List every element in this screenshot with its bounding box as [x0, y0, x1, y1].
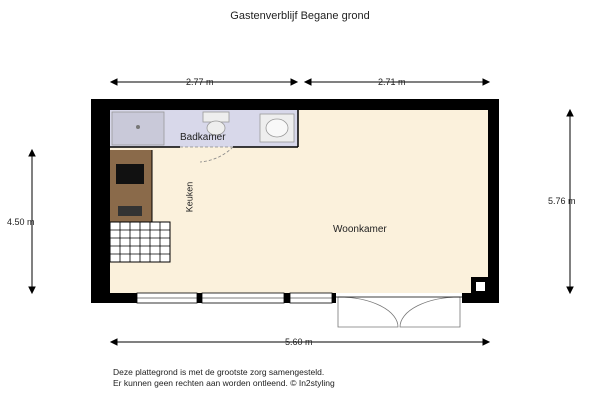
column-inner: [476, 282, 485, 291]
dim-label-left: 4.50 m: [7, 217, 35, 227]
dim-label-top-left: 2.77 m: [186, 77, 214, 87]
dim-arrow: [305, 79, 311, 85]
dim-arrow: [291, 79, 297, 85]
dim-arrow: [111, 79, 117, 85]
page-title: Gastenverblijf Begane grond: [230, 10, 370, 22]
stove-icon: [116, 164, 144, 184]
dim-label-right: 5.76 m: [548, 196, 576, 206]
shower-drain-icon: [136, 125, 140, 129]
left-wall-segment: [91, 262, 110, 293]
room-label-keuken: Keuken: [184, 181, 195, 213]
dim-label-top-right: 2.71 m: [378, 77, 406, 87]
disclaimer-line-1: Deze plattegrond is met de grootste zorg samengesteld.: [113, 367, 325, 377]
dim-label-bottom: 5.60 m: [285, 337, 313, 347]
room-label-badkamer: Badkamer: [180, 132, 226, 143]
disclaimer: [113, 367, 335, 389]
dim-arrow: [567, 110, 573, 116]
kitchen-sink-icon: [118, 206, 142, 216]
room-label-woonkamer: Woonkamer: [333, 224, 387, 235]
dim-arrow: [567, 287, 573, 293]
disclaimer-line-2: Er kunnen geen rechten aan worden ontleend. © In2styling: [113, 378, 335, 388]
dim-arrow: [29, 150, 35, 156]
sink-basin-icon: [266, 119, 288, 137]
dim-arrow: [111, 339, 117, 345]
dim-arrow: [483, 79, 489, 85]
dim-arrow: [29, 287, 35, 293]
dim-arrow: [483, 339, 489, 345]
toilet-icon: [203, 112, 229, 122]
